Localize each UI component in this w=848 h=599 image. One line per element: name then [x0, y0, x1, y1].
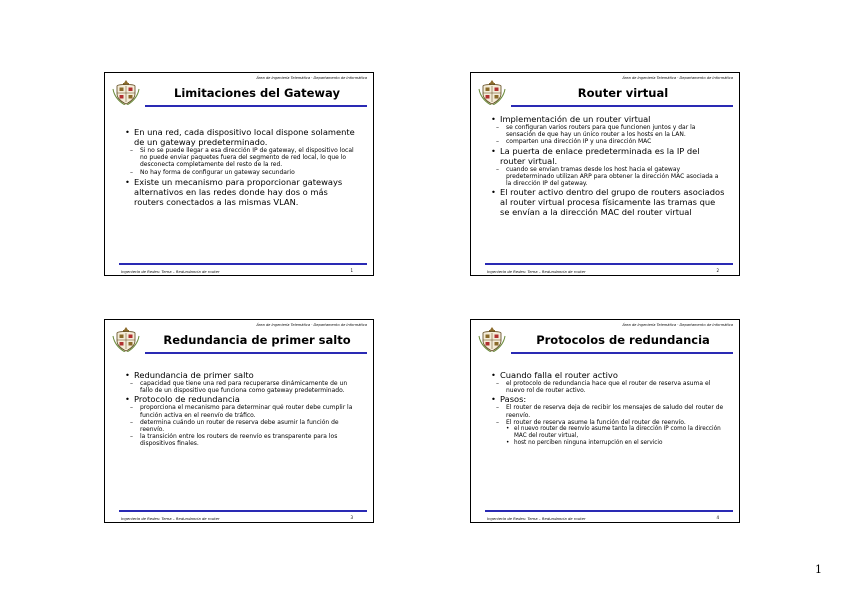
title-rule [145, 352, 367, 354]
slide-footer-text: Ingeniería de Redes: Tema – Redundancia de router [487, 516, 586, 521]
sub-bullet: – se configuran varios routers para que funcionen juntos y dar la sensación de que hay un único router a los hosts en la LAN. [491, 124, 725, 138]
slide-number: 1 [350, 268, 353, 273]
bullet: • Pasos: [491, 394, 725, 404]
sub-bullet: – capacidad que tiene una red para recuperarse dinámicamente de un fallo de un dispositivo que funciona como gateway predeterminado. [125, 380, 359, 394]
slide-number: 2 [716, 268, 719, 273]
slide-header-text: Área de Ingeniería Telemática · Departamento de Informática [256, 76, 367, 80]
bullet: • La puerta de enlace predeterminada es la IP del router virtual. [491, 146, 725, 166]
sub-sub-bullet: • el nuevo router de reenvío asume tanto la dirección IP como la dirección MAC del router virtual, [491, 426, 725, 440]
sub-bullet: – la transición entre los routers de reenvío es transparente para los dispositivos finales. [125, 433, 359, 447]
bullet: • El router activo dentro del grupo de routers asociados al router virtual procesa físicamente las tramas que se envían a la dirección MAC del router virtual [491, 187, 725, 217]
bullet: • Redundancia de primer salto [125, 370, 359, 380]
university-crest-icon [112, 79, 140, 105]
slide-body [491, 114, 725, 217]
slide-number: 4 [716, 515, 719, 520]
sub-bullet: – El router de reserva asume la función del router de reenvío. [491, 419, 725, 426]
bullet: • Cuando falla el router activo [491, 370, 725, 380]
sub-bullet: – proporciona el mecanismo para determinar qué router debe cumplir la función activa en el reenvío de tráfico. [125, 404, 359, 418]
slide-4 [470, 319, 740, 523]
slide-title: Limitaciones del Gateway [174, 86, 340, 100]
slide-footer-text: Ingeniería de Redes: Tema – Redundancia de router [487, 269, 586, 274]
footer-rule [485, 510, 733, 512]
slide-footer-text: Ingeniería de Redes: Tema – Redundancia de router [121, 516, 220, 521]
slide-3 [104, 319, 374, 523]
sub-bullet: – cuando se envían tramas desde los host hacia el gateway predeterminado utilizan ARP para obtener la dirección MAC asociada a la dirección IP del gateway. [491, 166, 725, 188]
bullet: • Existe un mecanismo para proporcionar gateways alternativos en las redes donde hay dos o más routers conectados a las mismas VLAN. [125, 177, 359, 207]
slide-number: 3 [350, 515, 353, 520]
slide-2 [470, 72, 740, 276]
sub-bullet: – El router de reserva deja de recibir los mensajes de saludo del router de reenvío. [491, 404, 725, 418]
bullet: • Protocolo de redundancia [125, 394, 359, 404]
slide-header-text: Área de Ingeniería Telemática · Departamento de Informática [256, 323, 367, 327]
title-rule [511, 105, 733, 107]
bullet: • En una red, cada dispositivo local dispone solamente de un gateway predeterminado. [125, 127, 359, 147]
sub-sub-bullet: • host no perciben ninguna interrupción en el servicio [491, 440, 725, 447]
sub-bullet: – comparten una dirección IP y una dirección MAC [491, 138, 725, 145]
university-crest-icon [478, 79, 506, 105]
slide-body [491, 370, 725, 446]
slide-header-text: Área de Ingeniería Telemática · Departamento de Informática [622, 323, 733, 327]
sub-bullet: – Si no se puede llegar a esa dirección IP de gateway, el dispositivo local no puede enviar paquetes fuera del segmento de red local, lo que lo desconecta completamente del resto de la red. [125, 147, 359, 169]
sub-bullet: – el protocolo de redundancia hace que el router de reserva asuma el nuevo rol de router activo. [491, 380, 725, 394]
slide-1 [104, 72, 374, 276]
footer-rule [119, 263, 367, 265]
slide-body [125, 370, 359, 448]
title-rule [511, 352, 733, 354]
slide-title: Redundancia de primer salto [163, 333, 351, 347]
title-rule [145, 105, 367, 107]
page-number: 1 [815, 563, 822, 576]
slide-header-text: Área de Ingeniería Telemática · Departamento de Informática [622, 76, 733, 80]
slide-title: Protocolos de redundancia [536, 333, 710, 347]
footer-rule [119, 510, 367, 512]
sub-bullet: – No hay forma de configurar un gateway secundario [125, 169, 359, 176]
slide-body [125, 127, 359, 207]
bullet: • Implementación de un router virtual [491, 114, 725, 124]
slide-footer-text: Ingeniería de Redes: Tema – Redundancia de router [121, 269, 220, 274]
university-crest-icon [112, 326, 140, 352]
sub-bullet: – determina cuándo un router de reserva debe asumir la función de reenvío. [125, 419, 359, 433]
university-crest-icon [478, 326, 506, 352]
footer-rule [485, 263, 733, 265]
slide-title: Router virtual [577, 86, 669, 100]
